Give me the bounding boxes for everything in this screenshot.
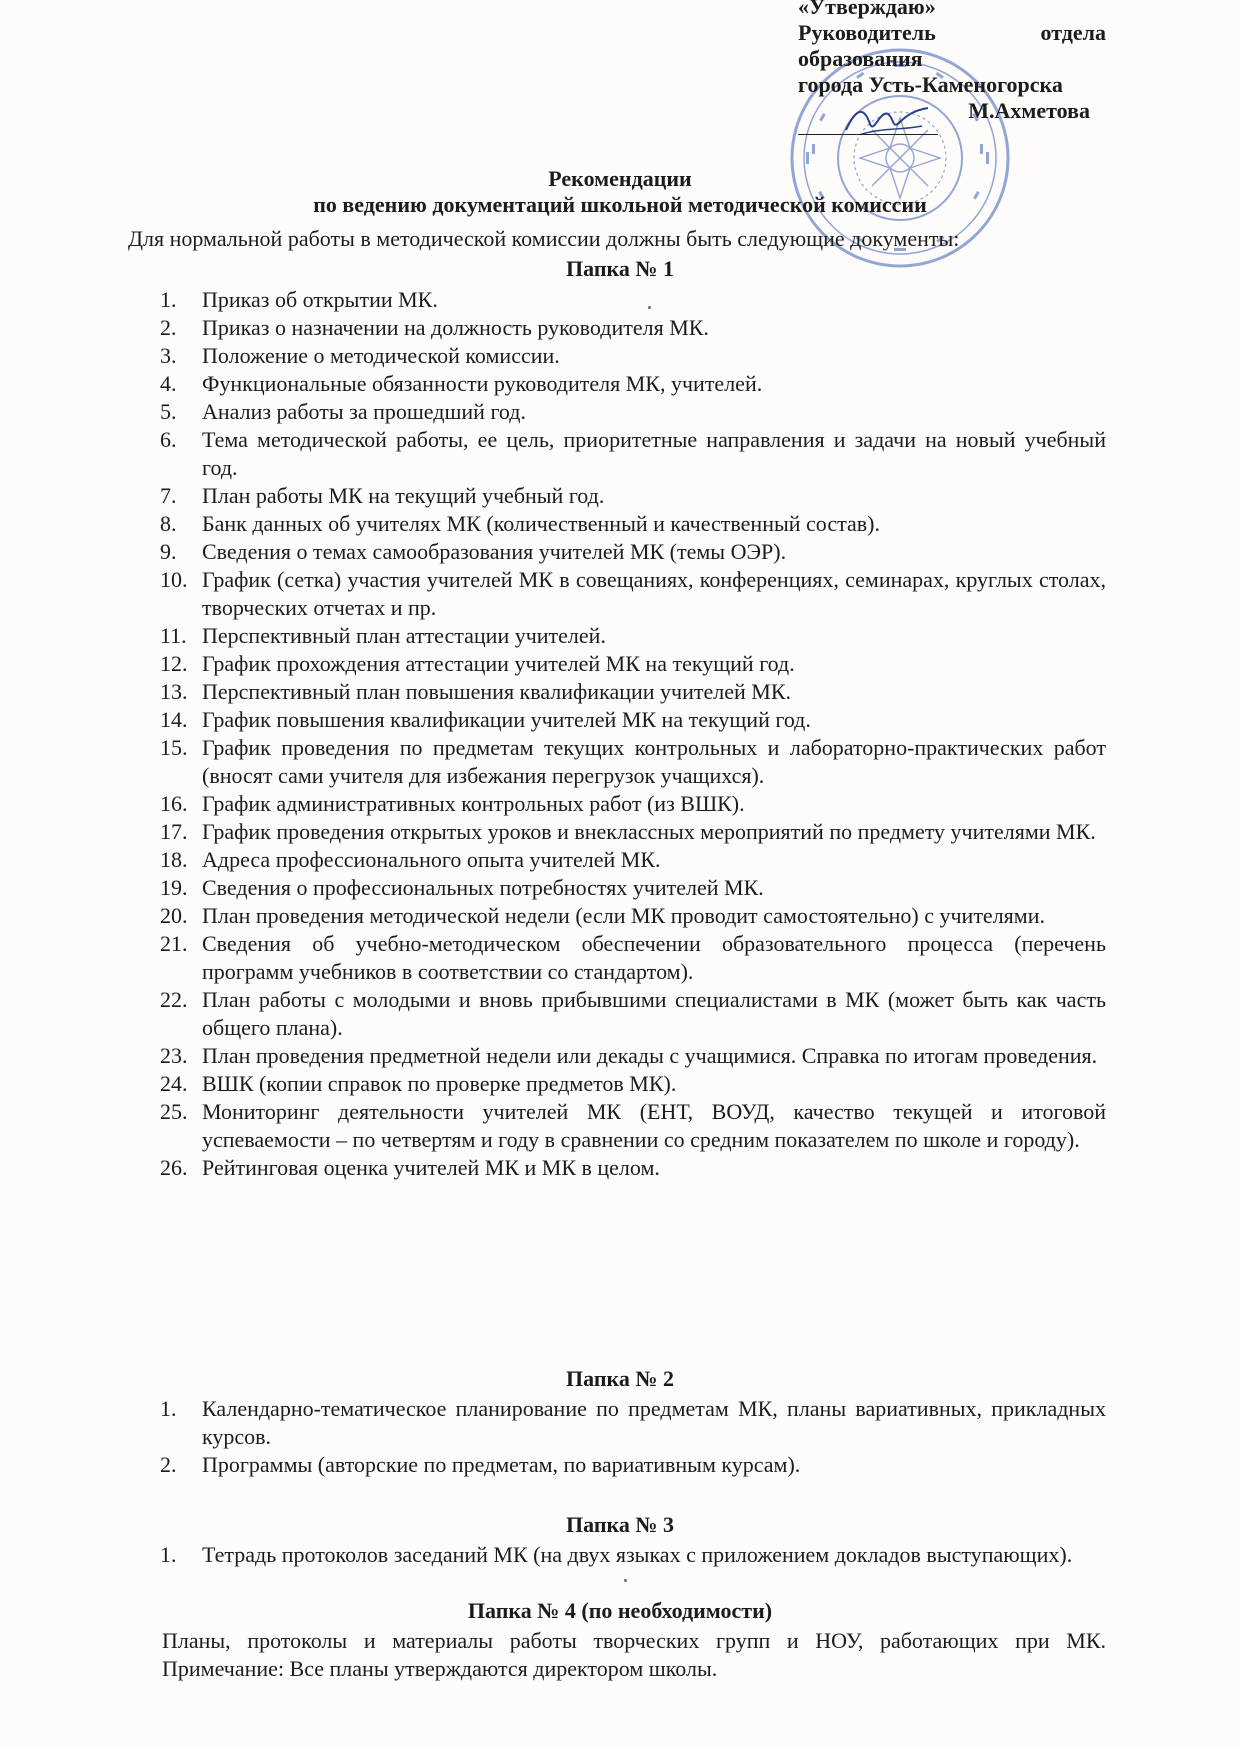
list-item-number: 1. (160, 1542, 177, 1567)
list-item (160, 790, 1106, 818)
list-item-number: 17. (160, 819, 188, 844)
list-item (160, 1042, 1106, 1070)
list-item (160, 370, 1106, 398)
list-item (160, 482, 1106, 510)
signature-line (798, 134, 938, 135)
approval-signer: М.Ахметова (968, 98, 1090, 123)
list-item-number: 13. (160, 679, 188, 704)
folder-1-heading: Папка № 1 (566, 256, 674, 281)
list-item (160, 538, 1106, 566)
document-title (100, 166, 1140, 218)
list-item-number: 12. (160, 651, 188, 676)
list-item (160, 342, 1106, 370)
list-item-text: Положение о методической комиссии. (202, 343, 560, 368)
list-item-number: 21. (160, 931, 188, 956)
list-item-text: Тема методической работы, ее цель, приоритетные направления и задачи на новый учебный год. (202, 427, 1106, 480)
list-item (160, 1070, 1106, 1098)
scan-speck (624, 1579, 627, 1582)
list-item-number: 19. (160, 875, 188, 900)
list-item-text: График повышения квалификации учителей МК на текущий год. (202, 707, 811, 732)
list-item-text: Перспективный план повышения квалификации учителей МК. (202, 679, 791, 704)
document-title-line2: по ведению документаций школьной методической комиссии (313, 192, 927, 217)
list-item (160, 706, 1106, 734)
list-item (160, 874, 1106, 902)
list-item-text: Приказ об открытии МК. (202, 287, 438, 312)
list-item (160, 818, 1106, 846)
list-item-number: 24. (160, 1071, 188, 1096)
list-item (160, 1395, 1106, 1451)
list-item-text: Перспективный план аттестации учителей. (202, 623, 606, 648)
list-item (160, 650, 1106, 678)
list-item-text: Приказ о назначении на должность руководителя МК. (202, 315, 709, 340)
approval-position (798, 20, 1106, 46)
list-item-text: График прохождения аттестации учителей МК на текущий год. (202, 651, 795, 676)
list-item-text: График (сетка) участия учителей МК в совещаниях, конференциях, семинарах, круглых столах, творческих отчетах и пр. (202, 567, 1106, 620)
folder-2-heading: Папка № 2 (566, 1366, 674, 1391)
list-item-text: Тетрадь протоколов заседаний МК (на двух языках с приложением докладов выступающих). (202, 1542, 1073, 1567)
list-item-number: 25. (160, 1099, 188, 1124)
list-item-number: 7. (160, 483, 177, 508)
list-item-text: План работы с молодыми и вновь прибывшими специалистами в МК (может быть как часть общего плана). (202, 987, 1106, 1040)
list-item-number: 26. (160, 1155, 188, 1180)
list-item-text: План работы МК на текущий учебный год. (202, 483, 605, 508)
list-item (160, 286, 1106, 314)
list-item (160, 930, 1106, 986)
folder-3-list (160, 1541, 1106, 1569)
list-item-text: Сведения об учебно-методическом обеспечении образовательного процесса (перечень программ учебников в соответствии со стандартом). (202, 931, 1106, 984)
list-item-number: 18. (160, 847, 188, 872)
scan-speck (648, 306, 651, 309)
list-item-number: 11. (160, 623, 187, 648)
list-item-text: Банк данных об учителях МК (количественный и качественный состав). (202, 511, 880, 536)
list-item (160, 734, 1106, 790)
list-item-text: Программы (авторские по предметам, по вариативным курсам). (202, 1452, 801, 1477)
list-item-text: Рейтинговая оценка учителей МК и МК в целом. (202, 1155, 660, 1180)
document-title-line1: Рекомендации (548, 166, 692, 191)
list-item-number: 6. (160, 427, 177, 452)
list-item-number: 14. (160, 707, 188, 732)
list-item-text: Анализ работы за прошедший год. (202, 399, 526, 424)
list-item (160, 566, 1106, 622)
list-item-number: 2. (160, 1452, 177, 1477)
folder-4-heading: Папка № 4 (по необходимости) (467, 1598, 773, 1623)
folder-3-heading: Папка № 3 (566, 1512, 674, 1537)
list-item-text: ВШК (копии справок по проверке предметов МК). (202, 1071, 677, 1096)
approval-heading: «Утверждаю» (798, 0, 936, 19)
list-item (160, 426, 1106, 482)
list-item-text: График проведения по предметам текущих контрольных и лабораторно-практических работ (вносят сами учителя для избежания перегрузок учащихся). (202, 735, 1106, 788)
list-item-number: 4. (160, 371, 177, 396)
list-item-number: 3. (160, 343, 177, 368)
folder-4-text: Планы, протоколы и материалы работы творческих групп и НОУ, работающих при МК. Примечание: Все планы утверждаются директором школы. (162, 1628, 1106, 1681)
list-item (160, 1098, 1106, 1154)
approval-city: города Усть-Каменогорска (798, 72, 1063, 97)
list-item-text: План проведения методической недели (если МК проводит самостоятельно) с учителями. (202, 903, 1045, 928)
list-item-number: 15. (160, 735, 188, 760)
approval-position-right: отдела (1040, 20, 1106, 45)
approval-block (798, 0, 1106, 124)
list-item-text: Функциональные обязанности руководителя МК, учителей. (202, 371, 763, 396)
list-item (160, 398, 1106, 426)
list-item (160, 314, 1106, 342)
list-item (160, 678, 1106, 706)
list-item-number: 9. (160, 539, 177, 564)
list-item (160, 1541, 1106, 1569)
list-item-number: 1. (160, 1396, 177, 1421)
list-item (160, 902, 1106, 930)
list-item-text: Сведения о темах самообразования учителей МК (темы ОЭР). (202, 539, 787, 564)
list-item-number: 1. (160, 287, 177, 312)
list-item-text: Адреса профессионального опыта учителей МК. (202, 847, 661, 872)
approval-position-left: Руководитель (798, 20, 936, 45)
list-item-number: 23. (160, 1043, 188, 1068)
list-item-number: 2. (160, 315, 177, 340)
list-item (160, 1451, 1106, 1479)
list-item-number: 22. (160, 987, 188, 1012)
list-item (160, 1154, 1106, 1182)
list-item-text: График административных контрольных работ (из ВШК). (202, 791, 745, 816)
list-item-number: 5. (160, 399, 177, 424)
list-item-text: Сведения о профессиональных потребностях учителей МК. (202, 875, 764, 900)
list-item-number: 16. (160, 791, 188, 816)
folder-1-list (160, 286, 1106, 1182)
list-item-text: Мониторинг деятельности учителей МК (ЕНТ, ВОУД, качество текущей и итоговой успеваемости – по четвертям и году в сравнении со средним показателем по школе и городу). (202, 1099, 1106, 1152)
list-item-number: 20. (160, 903, 188, 928)
list-item (160, 510, 1106, 538)
list-item-text: Календарно-тематическое планирование по предметам МК, планы вариативных, прикладных курсов. (202, 1396, 1106, 1449)
list-item-number: 8. (160, 511, 177, 536)
folder-2-list (160, 1395, 1106, 1479)
list-item-text: План проведения предметной недели или декады с учащимися. Справка по итогам проведения. (202, 1043, 1098, 1068)
list-item (160, 622, 1106, 650)
list-item (160, 986, 1106, 1042)
list-item (160, 846, 1106, 874)
list-item-text: График проведения открытых уроков и внеклассных мероприятий по предмету учителями МК. (202, 819, 1096, 844)
approval-department: образования (798, 46, 923, 71)
list-item-number: 10. (160, 567, 188, 592)
intro-text: Для нормальной работы в методической комиссии должны быть следующие документы: (128, 226, 960, 251)
